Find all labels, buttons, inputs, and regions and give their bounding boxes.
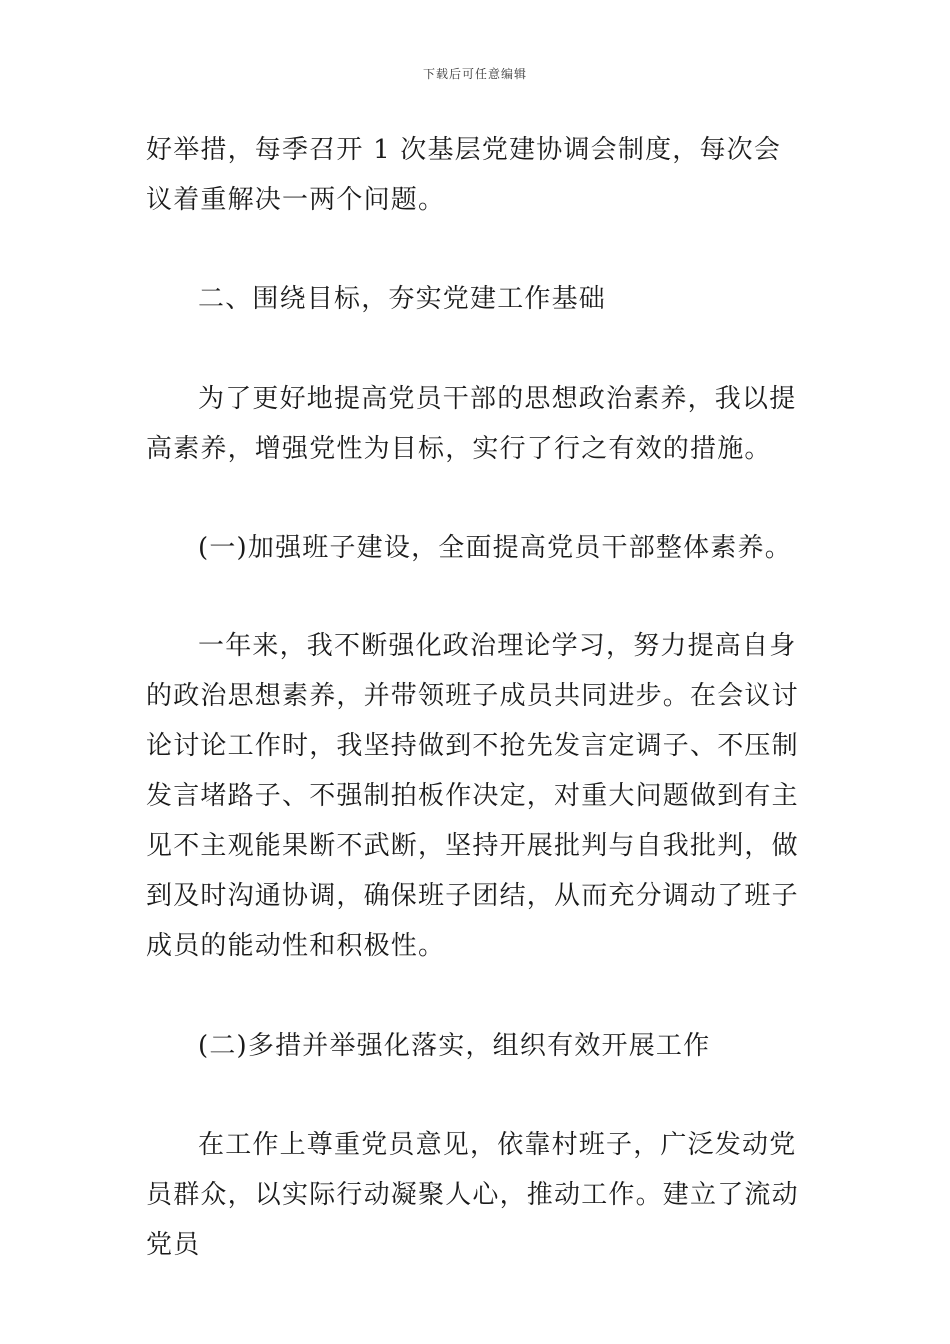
subheading-2: (二)多措并举强化落实，组织有效开展工作 (198, 1031, 711, 1061)
paragraph-work-implementation: 在工作上尊重党员意见，依靠村班子，广泛发动党员群众，以实际行动凝聚人心，推动工作。建立了流动党员 (146, 1130, 799, 1260)
subheading-1: (一)加强班子建设，全面提高党员干部整体素养。 (198, 533, 792, 563)
header-note: 下载后可任意编辑 (422, 67, 527, 81)
section-heading-2: 二、围绕目标，夯实党建工作基础 (198, 284, 607, 314)
paragraph-continuation: 好举措，每季召开 1 次基层党建协调会制度，每次会议着重解决一两个问题。 (146, 135, 782, 215)
paragraph-team-building: 一年来，我不断强化政治理论学习，努力提高自身的政治思想素养，并带领班子成员共同进步。在会议讨论讨论工作时，我坚持做到不抢先发言定调子、不压制发言堵路子、不强制拍板作决定，对重大问题做到有主见不主观能果断不武断，坚持开展批判与自我批判，做到及时沟通协调，确保班子团结，从而充分调动了班子成员的能动性和积极性。 (146, 631, 799, 961)
paragraph-intro: 为了更好地提高党员干部的思想政治素养，我以提高素养，增强党性为目标，实行了行之有效的措施。 (146, 384, 797, 464)
